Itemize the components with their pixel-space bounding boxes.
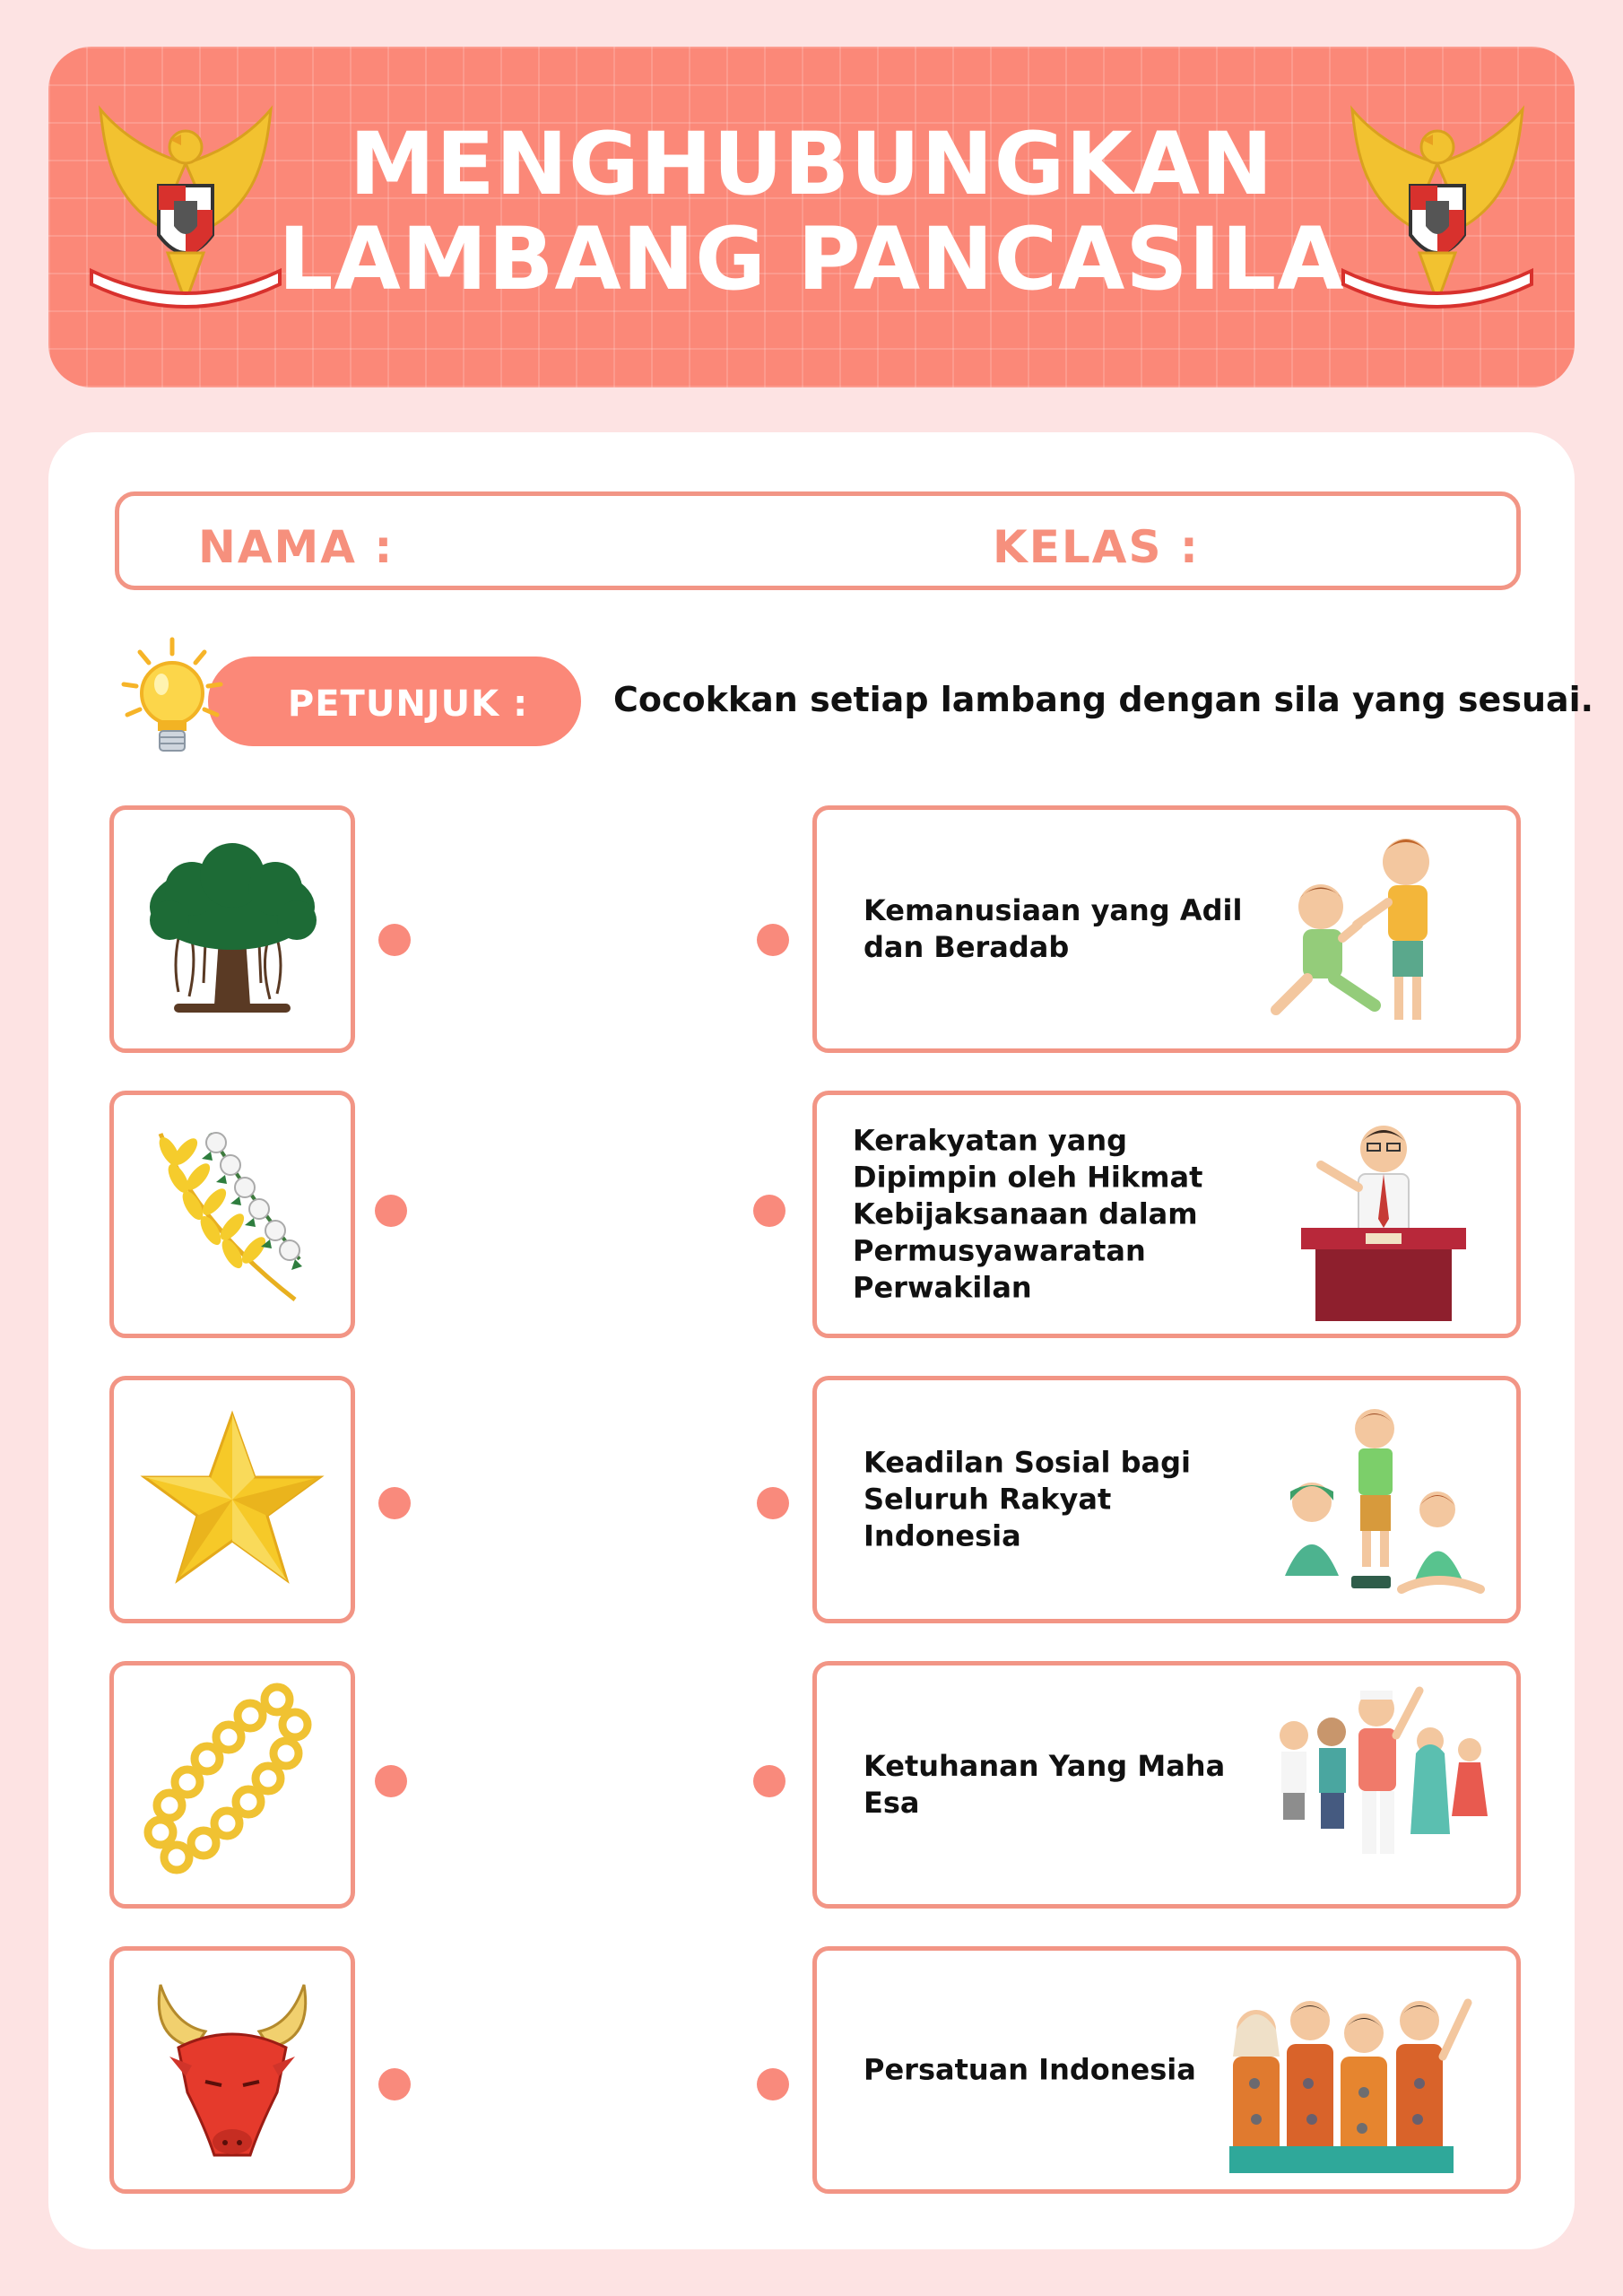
class-label: KELAS : — [993, 521, 1200, 573]
sila-box-kemanusiaan[interactable] — [812, 805, 1521, 1053]
instruction-badge — [208, 657, 581, 746]
instruction-text: Cocokkan setiap lambang dengan sila yang sesuai. — [613, 680, 1594, 719]
sila-connector-dot[interactable] — [757, 924, 789, 956]
sila-text: Kerakyatan yang Dipimpin oleh Hikmat Kebijaksanaan dalam Permusyawaratan Perwakilan — [853, 1123, 1203, 1305]
group-in-batik-illustration — [1211, 1967, 1480, 2182]
sila-text: Ketuhanan Yang Maha Esa — [864, 1749, 1226, 1820]
symbol-box-chain[interactable] — [109, 1661, 355, 1909]
chain-icon — [143, 1682, 322, 1888]
sila-box-ketuhanan[interactable] — [812, 1661, 1521, 1909]
sila-box-persatuan[interactable] — [812, 1946, 1521, 2194]
title-line-1: MENGHUBUNGKAN — [349, 114, 1274, 214]
sila-connector-dot[interactable] — [757, 2068, 789, 2100]
symbol-box-banyan[interactable] — [109, 805, 355, 1053]
children-sharing-illustration — [1258, 1396, 1491, 1612]
star-icon — [138, 1410, 326, 1589]
sila-text: Keadilan Sosial bagi Seluruh Rakyat Indonesia — [864, 1445, 1192, 1553]
student-info-box[interactable] — [115, 491, 1521, 590]
symbol-connector-dot[interactable] — [378, 2068, 411, 2100]
symbol-connector-dot[interactable] — [375, 1765, 407, 1797]
banyan-tree-icon — [143, 839, 322, 1019]
symbol-connector-dot[interactable] — [378, 924, 411, 956]
bull-head-icon — [143, 1976, 322, 2164]
name-label: NAMA : — [198, 521, 395, 573]
title-banner — [48, 47, 1575, 387]
diverse-people-celebrating-illustration — [1258, 1682, 1491, 1897]
lightbulb-icon — [115, 632, 231, 765]
symbol-connector-dot[interactable] — [375, 1195, 407, 1227]
instruction-label: PETUNJUK : — [287, 683, 529, 725]
garuda-emblem-icon — [1325, 100, 1549, 334]
sila-box-kerakyatan[interactable] — [812, 1091, 1521, 1338]
symbol-connector-dot[interactable] — [378, 1487, 411, 1519]
sila-connector-dot[interactable] — [757, 1487, 789, 1519]
symbol-box-star[interactable] — [109, 1376, 355, 1623]
sila-connector-dot[interactable] — [753, 1195, 785, 1227]
rice-cotton-icon — [143, 1116, 322, 1313]
sila-box-keadilan[interactable] — [812, 1376, 1521, 1623]
children-helping-illustration — [1258, 826, 1491, 1041]
sila-connector-dot[interactable] — [753, 1765, 785, 1797]
symbol-box-rice-cotton[interactable] — [109, 1091, 355, 1338]
symbol-box-bull-head[interactable] — [109, 1946, 355, 2194]
student-speech-podium-illustration — [1258, 1111, 1491, 1326]
title-line-2: LAMBANG PANCASILA — [278, 209, 1345, 309]
sila-text: Kemanusiaan yang Adil dan Beradab — [864, 893, 1243, 964]
sila-text: Persatuan Indonesia — [864, 2052, 1196, 2087]
